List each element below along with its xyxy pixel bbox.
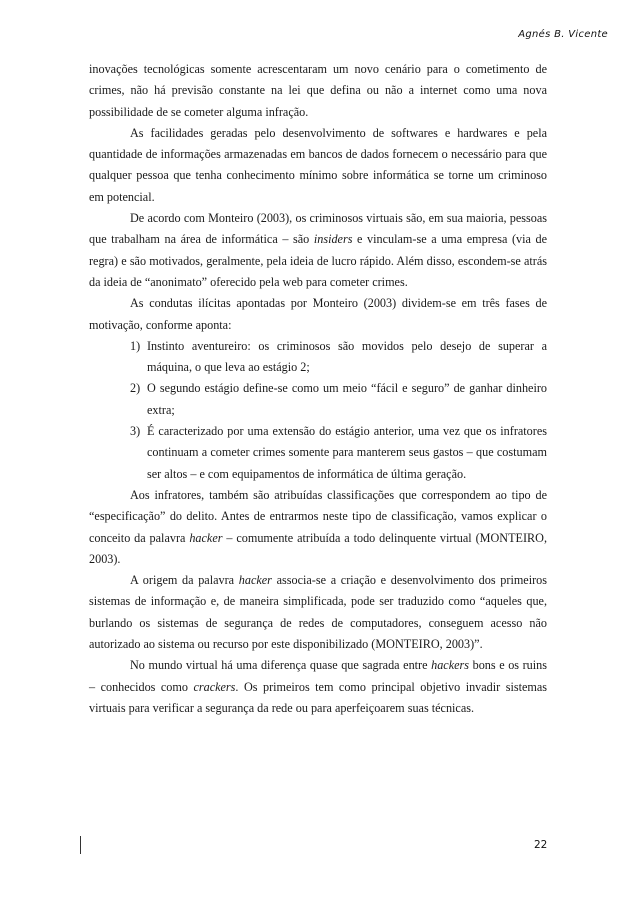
paragraph-3-text-c: e vinculam-se a uma empresa (via de regra) e são motivados, geralmente, pela ideia de lucro rápido. Além disso, escondem-se atrás da ideia de “anonimato” oferecido pela web para cometer crimes. [89, 232, 547, 289]
list-item [89, 336, 547, 379]
paragraph-7 [89, 655, 547, 719]
list-item [89, 421, 547, 485]
list-item-text: Instinto aventureiro: os criminosos são movidos pelo desejo de superar a máquina, o que leva ao estágio 2; [147, 338, 547, 375]
list-item-text: O segundo estágio define-se como um meio “fácil e seguro” de ganhar dinheiro extra; [147, 381, 547, 417]
paragraph-5-text-a: Aos infratores, também são atribuídas classificações que correspondem ao tipo de “especificação” do delito. Antes de entrarmos neste tipo de classificação, vamos explicar o conceito da palavra [89, 487, 547, 545]
list-number: 2) [130, 381, 141, 396]
paragraph-5-text-c: – comumente atribuída a todo delinquente virtual (MONTEIRO, 2003). [89, 530, 547, 566]
paragraph-6-text-a: A origem da palavra [130, 573, 239, 588]
footer-divider [80, 836, 81, 854]
page-number: 22 [534, 839, 548, 851]
paragraph-6 [89, 570, 547, 655]
list-item [89, 378, 547, 421]
list-number: 3) [130, 424, 141, 439]
paragraph-6-text-c: associa-se a criação e desenvolvimento dos primeiros sistemas de informação e, de maneira simplificada, pode ser traduzido como “aqueles que, burlando os sistemas de segurança de redes de computadores, conseguem acesso não autorizado ao sistema ou recurso por este disponibilizado (MONTEIRO, 2003)”. [89, 573, 547, 652]
paragraph-3-italic: insiders [313, 232, 353, 247]
paragraph-7-text-c: bons e os ruins – conhecidos como [89, 658, 547, 694]
author-signature: Agnés B. Vicente [518, 29, 608, 40]
paragraph-6-italic: hacker [238, 573, 272, 588]
paragraph-5-italic: hacker [189, 530, 223, 545]
paragraph-3-text-a: De acordo com Monteiro (2003), os criminosos virtuais são, em sua maioria, pessoas que trabalham na área de informática – são [89, 211, 547, 247]
paragraph-7-italic-2: crackers [193, 679, 236, 694]
paragraph-7-text-e: . Os primeiros tem como principal objetivo invadir sistemas virtuais para verificar a segurança da rede ou para aperfeiçoarem suas técnicas. [89, 679, 548, 715]
body-text [89, 59, 547, 719]
paragraph-5 [89, 485, 547, 570]
paragraph-1: inovações tecnológicas somente acrescentaram um novo cenário para o cometimento de crimes, não há previsão constante na lei que defina ou não a internet como uma nova possibilidade de se cometer alguma infração. [89, 62, 547, 119]
motivation-list [89, 336, 547, 485]
paragraph-7-text-a: No mundo virtual há uma diferença quase que sagrada entre [130, 658, 432, 673]
list-number: 1) [130, 338, 141, 353]
list-item-text: É caracterizado por uma extensão do estágio anterior, uma vez que os infratores continuam a cometer crimes somente para manterem seus gastos – que costumam ser altos – e com equipamentos de informática de última geração. [147, 424, 547, 481]
paragraph-7-italic-1: hackers [431, 658, 470, 673]
paragraph-4: As condutas ilícitas apontadas por Monteiro (2003) dividem-se em três fases de motivação, conforme aponta: [89, 296, 547, 332]
paragraph-3 [89, 208, 547, 293]
paragraph-2: As facilidades geradas pelo desenvolvimento de softwares e hardwares e pela quantidade de informações armazenadas em bancos de dados fornecem o necessário para que qualquer pessoa que tenha conhecimento mínimo sobre informática se torne um criminoso em potencial. [89, 125, 547, 204]
